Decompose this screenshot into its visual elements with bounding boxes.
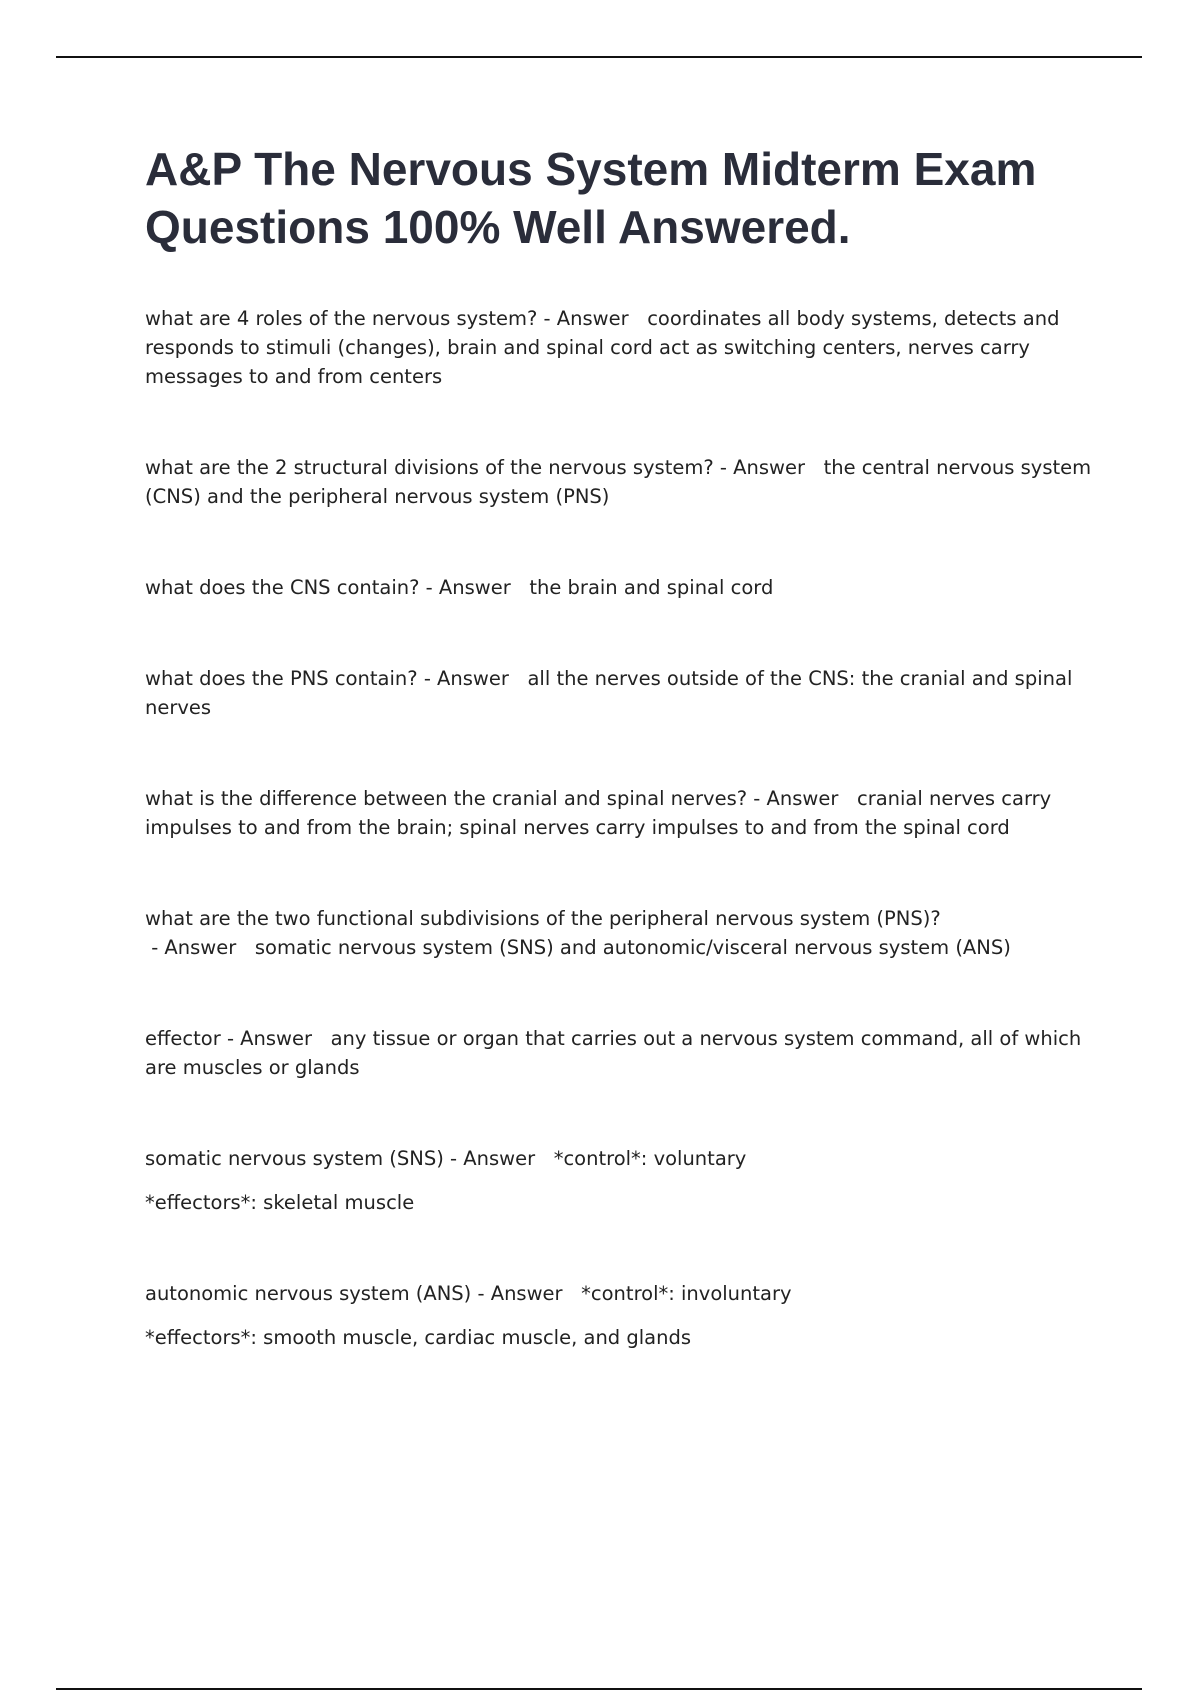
answer-text: *control*: voluntary bbox=[553, 1147, 747, 1170]
qa-item bbox=[145, 1024, 1095, 1082]
qa-item bbox=[145, 904, 1095, 962]
qa-line bbox=[145, 304, 1095, 391]
qa-list bbox=[145, 304, 1095, 1352]
answer-separator: - Answer bbox=[537, 307, 648, 330]
answer-text: cranial nerves carry impulses to and from the brain; spinal nerves carry impulses to and from the spinal cord bbox=[145, 787, 1052, 839]
question-text: what does the CNS contain? bbox=[145, 576, 420, 599]
question-text: somatic nervous system (SNS) bbox=[145, 1147, 444, 1170]
answer-text: any tissue or organ that carries out a nervous system command, all of which are muscles or glands bbox=[145, 1027, 1082, 1079]
qa-item bbox=[145, 784, 1095, 842]
qa-item bbox=[145, 1144, 1095, 1217]
qa-item bbox=[145, 304, 1095, 391]
question-text: what are the two functional subdivisions of the peripheral nervous system (PNS)? bbox=[145, 907, 941, 930]
answer-separator: - Answer bbox=[747, 787, 857, 810]
qa-line bbox=[145, 904, 1095, 962]
qa-line bbox=[145, 1279, 1095, 1308]
answer-text: somatic nervous system (SNS) and autonomic/visceral nervous system (ANS) bbox=[254, 936, 1011, 959]
qa-line bbox=[145, 1144, 1095, 1173]
answer-separator: - Answer bbox=[220, 1027, 331, 1050]
answer-separator: - Answer bbox=[471, 1282, 582, 1305]
qa-item bbox=[145, 573, 1095, 602]
page-title: A&P The Nervous System Midterm Exam Questions 100% Well Answered. bbox=[145, 143, 1037, 253]
answer-continuation: *effectors*: smooth muscle, cardiac muscle, and glands bbox=[145, 1326, 692, 1349]
qa-item bbox=[145, 453, 1095, 511]
answer-text: all the nerves outside of the CNS: the cranial and spinal nerves bbox=[145, 667, 1073, 719]
answer-separator: - Answer bbox=[443, 1147, 554, 1170]
bottom-rule bbox=[56, 1688, 1142, 1690]
qa-item bbox=[145, 664, 1095, 722]
answer-separator: - Answer bbox=[713, 456, 824, 479]
qa-line bbox=[145, 1024, 1095, 1082]
question-text: what does the PNS contain? bbox=[145, 667, 418, 690]
question-text: what is the difference between the cranial and spinal nerves? bbox=[145, 787, 748, 810]
answer-text: *control*: involuntary bbox=[581, 1282, 792, 1305]
qa-item bbox=[145, 1279, 1095, 1352]
answer-continuation: *effectors*: skeletal muscle bbox=[145, 1191, 415, 1214]
top-rule bbox=[56, 56, 1142, 58]
answer-text: the central nervous system (CNS) and the peripheral nervous system (PNS) bbox=[145, 456, 1092, 508]
question-text: what are 4 roles of the nervous system? bbox=[145, 307, 538, 330]
question-text: effector bbox=[145, 1027, 221, 1050]
question-text: what are the 2 structural divisions of the nervous system? bbox=[145, 456, 714, 479]
answer-text: coordinates all body systems, detects and responds to stimuli (changes), brain and spinal cord act as switching centers, nerves carry messages to and from centers bbox=[145, 307, 1060, 388]
answer-text: the brain and spinal cord bbox=[529, 576, 774, 599]
answer-separator: - Answer bbox=[419, 576, 530, 599]
qa-line bbox=[145, 453, 1095, 511]
question-text: autonomic nervous system (ANS) bbox=[145, 1282, 472, 1305]
qa-line bbox=[145, 784, 1095, 842]
document-body bbox=[145, 140, 1095, 1414]
answer-separator: - Answer bbox=[145, 936, 255, 959]
answer-separator: - Answer bbox=[417, 667, 528, 690]
qa-line bbox=[145, 664, 1095, 722]
qa-line bbox=[145, 573, 1095, 602]
